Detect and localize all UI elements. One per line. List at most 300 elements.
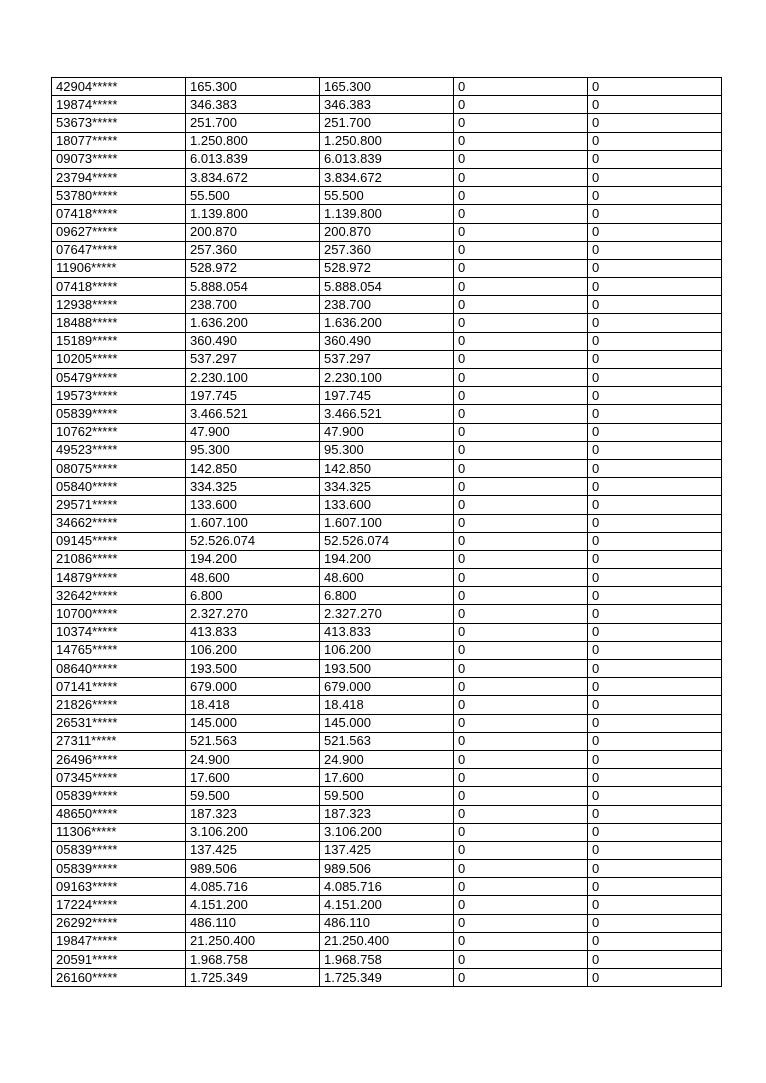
- id-cell: 10205*****: [52, 350, 186, 368]
- amount-cell: 6.800: [320, 587, 454, 605]
- zero-cell: 0: [454, 605, 588, 623]
- id-cell: 11906*****: [52, 259, 186, 277]
- amount-cell: 5.888.054: [320, 278, 454, 296]
- amount-cell: 1.607.100: [320, 514, 454, 532]
- table-row: [52, 387, 722, 405]
- zero-cell: 0: [588, 587, 722, 605]
- table-row: [52, 96, 722, 114]
- zero-cell: 0: [454, 205, 588, 223]
- table-row: [52, 750, 722, 768]
- zero-cell: 0: [588, 332, 722, 350]
- zero-cell: 0: [454, 896, 588, 914]
- amount-cell: 24.900: [320, 750, 454, 768]
- zero-cell: 0: [454, 841, 588, 859]
- id-cell: 08075*****: [52, 459, 186, 477]
- id-cell: 19847*****: [52, 932, 186, 950]
- zero-cell: 0: [588, 259, 722, 277]
- id-cell: 05479*****: [52, 369, 186, 387]
- table-row: [52, 660, 722, 678]
- zero-cell: 0: [588, 387, 722, 405]
- zero-cell: 0: [454, 878, 588, 896]
- amount-cell: 18.418: [186, 696, 320, 714]
- zero-cell: 0: [454, 914, 588, 932]
- amount-cell: 2.230.100: [320, 369, 454, 387]
- zero-cell: 0: [588, 678, 722, 696]
- zero-cell: 0: [588, 860, 722, 878]
- amount-cell: 95.300: [320, 441, 454, 459]
- zero-cell: 0: [454, 641, 588, 659]
- amount-cell: 989.506: [320, 860, 454, 878]
- id-cell: 10700*****: [52, 605, 186, 623]
- zero-cell: 0: [588, 823, 722, 841]
- amount-cell: 521.563: [186, 732, 320, 750]
- zero-cell: 0: [454, 750, 588, 768]
- zero-cell: 0: [454, 951, 588, 969]
- amount-cell: 1.607.100: [186, 514, 320, 532]
- zero-cell: 0: [454, 405, 588, 423]
- id-cell: 14765*****: [52, 641, 186, 659]
- table-row: [52, 914, 722, 932]
- table-row: [52, 132, 722, 150]
- amount-cell: 197.745: [186, 387, 320, 405]
- zero-cell: 0: [454, 441, 588, 459]
- zero-cell: 0: [454, 769, 588, 787]
- zero-cell: 0: [588, 914, 722, 932]
- zero-cell: 0: [454, 241, 588, 259]
- table-row: [52, 405, 722, 423]
- id-cell: 26496*****: [52, 750, 186, 768]
- zero-cell: 0: [588, 714, 722, 732]
- table-row: [52, 932, 722, 950]
- id-cell: 14879*****: [52, 569, 186, 587]
- amount-cell: 238.700: [320, 296, 454, 314]
- table-row: [52, 678, 722, 696]
- table-row: [52, 860, 722, 878]
- table-row: [52, 732, 722, 750]
- table-row: [52, 78, 722, 96]
- id-cell: 49523*****: [52, 441, 186, 459]
- amount-cell: 679.000: [320, 678, 454, 696]
- amount-cell: 1.250.800: [320, 132, 454, 150]
- amount-cell: 1.725.349: [186, 969, 320, 987]
- zero-cell: 0: [588, 623, 722, 641]
- id-cell: 09163*****: [52, 878, 186, 896]
- zero-cell: 0: [454, 496, 588, 514]
- zero-cell: 0: [454, 678, 588, 696]
- amount-cell: 133.600: [320, 496, 454, 514]
- zero-cell: 0: [454, 114, 588, 132]
- zero-cell: 0: [588, 514, 722, 532]
- table-row: [52, 350, 722, 368]
- zero-cell: 0: [588, 569, 722, 587]
- amount-cell: 360.490: [320, 332, 454, 350]
- amount-cell: 2.327.270: [186, 605, 320, 623]
- amount-cell: 47.900: [320, 423, 454, 441]
- id-cell: 07647*****: [52, 241, 186, 259]
- table-row: [52, 550, 722, 568]
- amount-cell: 1.139.800: [320, 205, 454, 223]
- amount-cell: 537.297: [320, 350, 454, 368]
- zero-cell: 0: [588, 478, 722, 496]
- amount-cell: 17.600: [320, 769, 454, 787]
- table-row: [52, 805, 722, 823]
- amount-cell: 989.506: [186, 860, 320, 878]
- id-cell: 09627*****: [52, 223, 186, 241]
- id-cell: 17224*****: [52, 896, 186, 914]
- zero-cell: 0: [588, 769, 722, 787]
- amount-cell: 4.151.200: [320, 896, 454, 914]
- id-cell: 18077*****: [52, 132, 186, 150]
- amount-cell: 21.250.400: [320, 932, 454, 950]
- zero-cell: 0: [588, 532, 722, 550]
- amount-cell: 1.725.349: [320, 969, 454, 987]
- amount-cell: 528.972: [186, 259, 320, 277]
- zero-cell: 0: [454, 96, 588, 114]
- table-row: [52, 459, 722, 477]
- zero-cell: 0: [454, 569, 588, 587]
- amount-cell: 334.325: [320, 478, 454, 496]
- amount-cell: 59.500: [320, 787, 454, 805]
- zero-cell: 0: [454, 132, 588, 150]
- zero-cell: 0: [588, 369, 722, 387]
- amount-cell: 679.000: [186, 678, 320, 696]
- table-row: [52, 205, 722, 223]
- table-body: [52, 78, 722, 987]
- table-row: [52, 878, 722, 896]
- table-row: [52, 641, 722, 659]
- amount-cell: 238.700: [186, 296, 320, 314]
- amount-cell: 6.013.839: [186, 150, 320, 168]
- zero-cell: 0: [588, 150, 722, 168]
- amount-cell: 133.600: [186, 496, 320, 514]
- table-row: [52, 369, 722, 387]
- amount-cell: 6.013.839: [320, 150, 454, 168]
- table-row: [52, 787, 722, 805]
- zero-cell: 0: [588, 750, 722, 768]
- amount-cell: 52.526.074: [320, 532, 454, 550]
- zero-cell: 0: [588, 951, 722, 969]
- amount-cell: 1.636.200: [186, 314, 320, 332]
- zero-cell: 0: [588, 278, 722, 296]
- amount-cell: 1.636.200: [320, 314, 454, 332]
- amount-cell: 48.600: [186, 569, 320, 587]
- id-cell: 23794*****: [52, 168, 186, 186]
- zero-cell: 0: [588, 969, 722, 987]
- zero-cell: 0: [588, 296, 722, 314]
- amount-cell: 194.200: [186, 550, 320, 568]
- amount-cell: 1.250.800: [186, 132, 320, 150]
- table-row: [52, 951, 722, 969]
- table-row: [52, 605, 722, 623]
- amount-cell: 187.323: [320, 805, 454, 823]
- amount-cell: 537.297: [186, 350, 320, 368]
- amount-cell: 21.250.400: [186, 932, 320, 950]
- zero-cell: 0: [454, 369, 588, 387]
- zero-cell: 0: [454, 696, 588, 714]
- amount-cell: 1.968.758: [186, 951, 320, 969]
- zero-cell: 0: [588, 314, 722, 332]
- id-cell: 27311*****: [52, 732, 186, 750]
- amount-cell: 4.151.200: [186, 896, 320, 914]
- zero-cell: 0: [588, 696, 722, 714]
- amount-cell: 4.085.716: [320, 878, 454, 896]
- zero-cell: 0: [588, 896, 722, 914]
- table-row: [52, 896, 722, 914]
- amount-cell: 257.360: [320, 241, 454, 259]
- zero-cell: 0: [454, 532, 588, 550]
- zero-cell: 0: [454, 187, 588, 205]
- zero-cell: 0: [588, 187, 722, 205]
- table-row: [52, 423, 722, 441]
- zero-cell: 0: [588, 405, 722, 423]
- zero-cell: 0: [454, 514, 588, 532]
- table-row: [52, 441, 722, 459]
- amount-cell: 24.900: [186, 750, 320, 768]
- table-row: [52, 259, 722, 277]
- id-cell: 12938*****: [52, 296, 186, 314]
- id-cell: 10374*****: [52, 623, 186, 641]
- amount-cell: 193.500: [186, 660, 320, 678]
- zero-cell: 0: [454, 314, 588, 332]
- zero-cell: 0: [588, 132, 722, 150]
- table-row: [52, 569, 722, 587]
- id-cell: 10762*****: [52, 423, 186, 441]
- zero-cell: 0: [454, 732, 588, 750]
- amount-cell: 55.500: [186, 187, 320, 205]
- id-cell: 05839*****: [52, 405, 186, 423]
- id-cell: 07345*****: [52, 769, 186, 787]
- id-cell: 42904*****: [52, 78, 186, 96]
- zero-cell: 0: [454, 932, 588, 950]
- id-cell: 32642*****: [52, 587, 186, 605]
- zero-cell: 0: [454, 332, 588, 350]
- zero-cell: 0: [588, 114, 722, 132]
- amount-cell: 48.600: [320, 569, 454, 587]
- zero-cell: 0: [454, 459, 588, 477]
- table-row: [52, 296, 722, 314]
- zero-cell: 0: [588, 787, 722, 805]
- id-cell: 05840*****: [52, 478, 186, 496]
- id-cell: 07418*****: [52, 278, 186, 296]
- id-cell: 05839*****: [52, 860, 186, 878]
- table-row: [52, 478, 722, 496]
- amount-cell: 486.110: [320, 914, 454, 932]
- zero-cell: 0: [454, 78, 588, 96]
- table-row: [52, 332, 722, 350]
- id-cell: 11306*****: [52, 823, 186, 841]
- amount-cell: 6.800: [186, 587, 320, 605]
- table-row: [52, 714, 722, 732]
- table-row: [52, 168, 722, 186]
- zero-cell: 0: [454, 423, 588, 441]
- id-cell: 48650*****: [52, 805, 186, 823]
- zero-cell: 0: [588, 732, 722, 750]
- amount-cell: 360.490: [186, 332, 320, 350]
- id-cell: 18488*****: [52, 314, 186, 332]
- amount-cell: 1.968.758: [320, 951, 454, 969]
- zero-cell: 0: [454, 805, 588, 823]
- amount-cell: 5.888.054: [186, 278, 320, 296]
- table-row: [52, 187, 722, 205]
- amount-cell: 3.106.200: [320, 823, 454, 841]
- table-row: [52, 278, 722, 296]
- table-row: [52, 969, 722, 987]
- amount-cell: 2.327.270: [320, 605, 454, 623]
- id-cell: 21826*****: [52, 696, 186, 714]
- amount-cell: 3.106.200: [186, 823, 320, 841]
- table-row: [52, 114, 722, 132]
- zero-cell: 0: [454, 150, 588, 168]
- amount-cell: 257.360: [186, 241, 320, 259]
- zero-cell: 0: [454, 296, 588, 314]
- table-row: [52, 841, 722, 859]
- amount-cell: 17.600: [186, 769, 320, 787]
- amount-cell: 142.850: [320, 459, 454, 477]
- zero-cell: 0: [588, 78, 722, 96]
- amount-cell: 200.870: [186, 223, 320, 241]
- table-row: [52, 769, 722, 787]
- zero-cell: 0: [588, 841, 722, 859]
- id-cell: 53780*****: [52, 187, 186, 205]
- amount-cell: 187.323: [186, 805, 320, 823]
- zero-cell: 0: [588, 932, 722, 950]
- amount-cell: 251.700: [186, 114, 320, 132]
- zero-cell: 0: [454, 623, 588, 641]
- zero-cell: 0: [588, 205, 722, 223]
- zero-cell: 0: [588, 241, 722, 259]
- amount-cell: 106.200: [320, 641, 454, 659]
- id-cell: 19874*****: [52, 96, 186, 114]
- amount-cell: 200.870: [320, 223, 454, 241]
- zero-cell: 0: [588, 496, 722, 514]
- amount-cell: 1.139.800: [186, 205, 320, 223]
- table-row: [52, 623, 722, 641]
- zero-cell: 0: [454, 587, 588, 605]
- id-cell: 07418*****: [52, 205, 186, 223]
- zero-cell: 0: [588, 878, 722, 896]
- table-row: [52, 314, 722, 332]
- id-cell: 26160*****: [52, 969, 186, 987]
- zero-cell: 0: [454, 969, 588, 987]
- zero-cell: 0: [588, 550, 722, 568]
- amount-cell: 197.745: [320, 387, 454, 405]
- id-cell: 29571*****: [52, 496, 186, 514]
- amount-cell: 194.200: [320, 550, 454, 568]
- amount-cell: 55.500: [320, 187, 454, 205]
- amount-cell: 165.300: [320, 78, 454, 96]
- table-row: [52, 587, 722, 605]
- amount-cell: 413.833: [320, 623, 454, 641]
- amount-cell: 95.300: [186, 441, 320, 459]
- zero-cell: 0: [588, 223, 722, 241]
- table-row: [52, 223, 722, 241]
- zero-cell: 0: [588, 605, 722, 623]
- zero-cell: 0: [588, 805, 722, 823]
- id-cell: 53673*****: [52, 114, 186, 132]
- id-cell: 19573*****: [52, 387, 186, 405]
- amount-cell: 413.833: [186, 623, 320, 641]
- amount-cell: 486.110: [186, 914, 320, 932]
- zero-cell: 0: [454, 278, 588, 296]
- table-row: [52, 150, 722, 168]
- amount-cell: 2.230.100: [186, 369, 320, 387]
- table-row: [52, 514, 722, 532]
- amount-cell: 106.200: [186, 641, 320, 659]
- zero-cell: 0: [588, 96, 722, 114]
- amount-cell: 18.418: [320, 696, 454, 714]
- zero-cell: 0: [454, 478, 588, 496]
- amount-cell: 52.526.074: [186, 532, 320, 550]
- id-cell: 09073*****: [52, 150, 186, 168]
- amount-cell: 3.834.672: [320, 168, 454, 186]
- id-cell: 15189*****: [52, 332, 186, 350]
- id-cell: 26292*****: [52, 914, 186, 932]
- amount-cell: 142.850: [186, 459, 320, 477]
- zero-cell: 0: [588, 660, 722, 678]
- zero-cell: 0: [454, 168, 588, 186]
- amount-cell: 334.325: [186, 478, 320, 496]
- zero-cell: 0: [454, 259, 588, 277]
- id-cell: 07141*****: [52, 678, 186, 696]
- table-row: [52, 241, 722, 259]
- table-row: [52, 532, 722, 550]
- table-row: [52, 696, 722, 714]
- amount-cell: 521.563: [320, 732, 454, 750]
- amount-cell: 4.085.716: [186, 878, 320, 896]
- zero-cell: 0: [454, 823, 588, 841]
- id-cell: 21086*****: [52, 550, 186, 568]
- amount-cell: 145.000: [186, 714, 320, 732]
- data-table: [51, 77, 722, 987]
- amount-cell: 346.383: [186, 96, 320, 114]
- zero-cell: 0: [454, 714, 588, 732]
- zero-cell: 0: [454, 223, 588, 241]
- amount-cell: 145.000: [320, 714, 454, 732]
- amount-cell: 251.700: [320, 114, 454, 132]
- id-cell: 08640*****: [52, 660, 186, 678]
- id-cell: 34662*****: [52, 514, 186, 532]
- table-row: [52, 823, 722, 841]
- amount-cell: 59.500: [186, 787, 320, 805]
- id-cell: 26531*****: [52, 714, 186, 732]
- amount-cell: 137.425: [186, 841, 320, 859]
- zero-cell: 0: [588, 459, 722, 477]
- amount-cell: 137.425: [320, 841, 454, 859]
- zero-cell: 0: [588, 641, 722, 659]
- amount-cell: 193.500: [320, 660, 454, 678]
- amount-cell: 165.300: [186, 78, 320, 96]
- amount-cell: 3.834.672: [186, 168, 320, 186]
- zero-cell: 0: [454, 350, 588, 368]
- zero-cell: 0: [588, 423, 722, 441]
- id-cell: 09145*****: [52, 532, 186, 550]
- table-row: [52, 496, 722, 514]
- amount-cell: 47.900: [186, 423, 320, 441]
- amount-cell: 3.466.521: [320, 405, 454, 423]
- zero-cell: 0: [454, 787, 588, 805]
- zero-cell: 0: [454, 550, 588, 568]
- id-cell: 20591*****: [52, 951, 186, 969]
- zero-cell: 0: [588, 168, 722, 186]
- zero-cell: 0: [454, 860, 588, 878]
- amount-cell: 528.972: [320, 259, 454, 277]
- zero-cell: 0: [588, 350, 722, 368]
- zero-cell: 0: [588, 441, 722, 459]
- zero-cell: 0: [454, 387, 588, 405]
- id-cell: 05839*****: [52, 841, 186, 859]
- id-cell: 05839*****: [52, 787, 186, 805]
- zero-cell: 0: [454, 660, 588, 678]
